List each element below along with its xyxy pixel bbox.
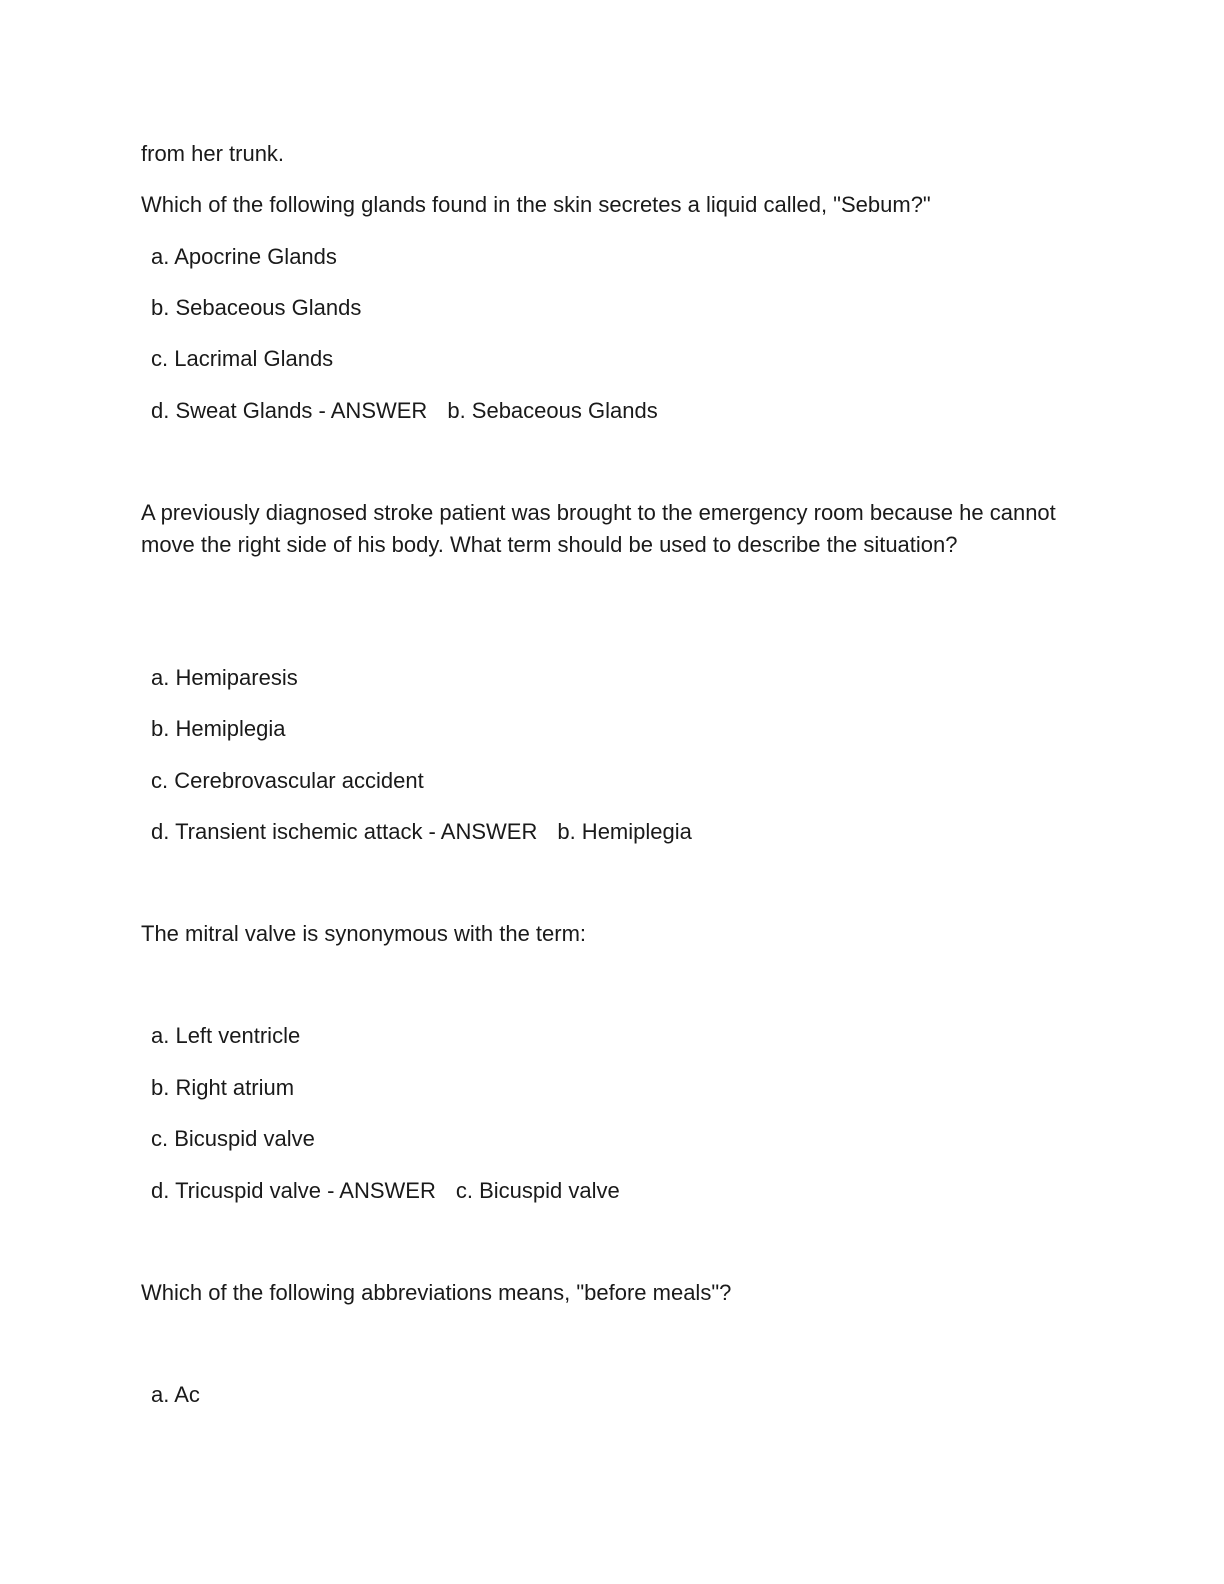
question-2-stem: A previously diagnosed stroke patient was brought to the emergency room because he cannot move the right side of his body. What term should be used to describe the situation? (141, 500, 1056, 557)
question-3-option-d (151, 1175, 620, 1207)
question-1-answer: b. Sebaceous Glands (447, 398, 658, 423)
question-1-option-a: a. Apocrine Glands (151, 244, 337, 269)
question-1-option-c: c. Lacrimal Glands (151, 346, 334, 371)
question-2-option-d (151, 816, 692, 848)
question-3-option-b: b. Right atrium (151, 1075, 295, 1100)
question-4-option-a: a. Ac (151, 1382, 200, 1407)
continuation-text: from her trunk. (141, 141, 285, 166)
question-3-option-a: a. Left ventricle (151, 1023, 301, 1048)
question-1-stem: Which of the following glands found in the skin secretes a liquid called, "Sebum?" (141, 192, 931, 217)
question-3-stem: The mitral valve is synonymous with the term: (141, 921, 587, 946)
question-3-option-c: c. Bicuspid valve (151, 1126, 315, 1151)
question-3-option-d-text: d. Tricuspid valve - ANSWER (151, 1178, 436, 1203)
question-1-option-d-text: d. Sweat Glands - ANSWER (151, 398, 428, 423)
question-2-answer: b. Hemiplegia (557, 819, 692, 844)
question-2-option-b: b. Hemiplegia (151, 716, 286, 741)
question-3-answer: c. Bicuspid valve (455, 1178, 620, 1203)
question-2-option-d-text: d. Transient ischemic attack - ANSWER (151, 819, 538, 844)
question-4-stem: Which of the following abbreviations means, "before meals"? (141, 1280, 732, 1305)
question-1-option-d (151, 395, 658, 427)
question-2-option-c: c. Cerebrovascular accident (151, 768, 424, 793)
question-1-option-b: b. Sebaceous Glands (151, 295, 362, 320)
question-2-option-a: a. Hemiparesis (151, 665, 298, 690)
